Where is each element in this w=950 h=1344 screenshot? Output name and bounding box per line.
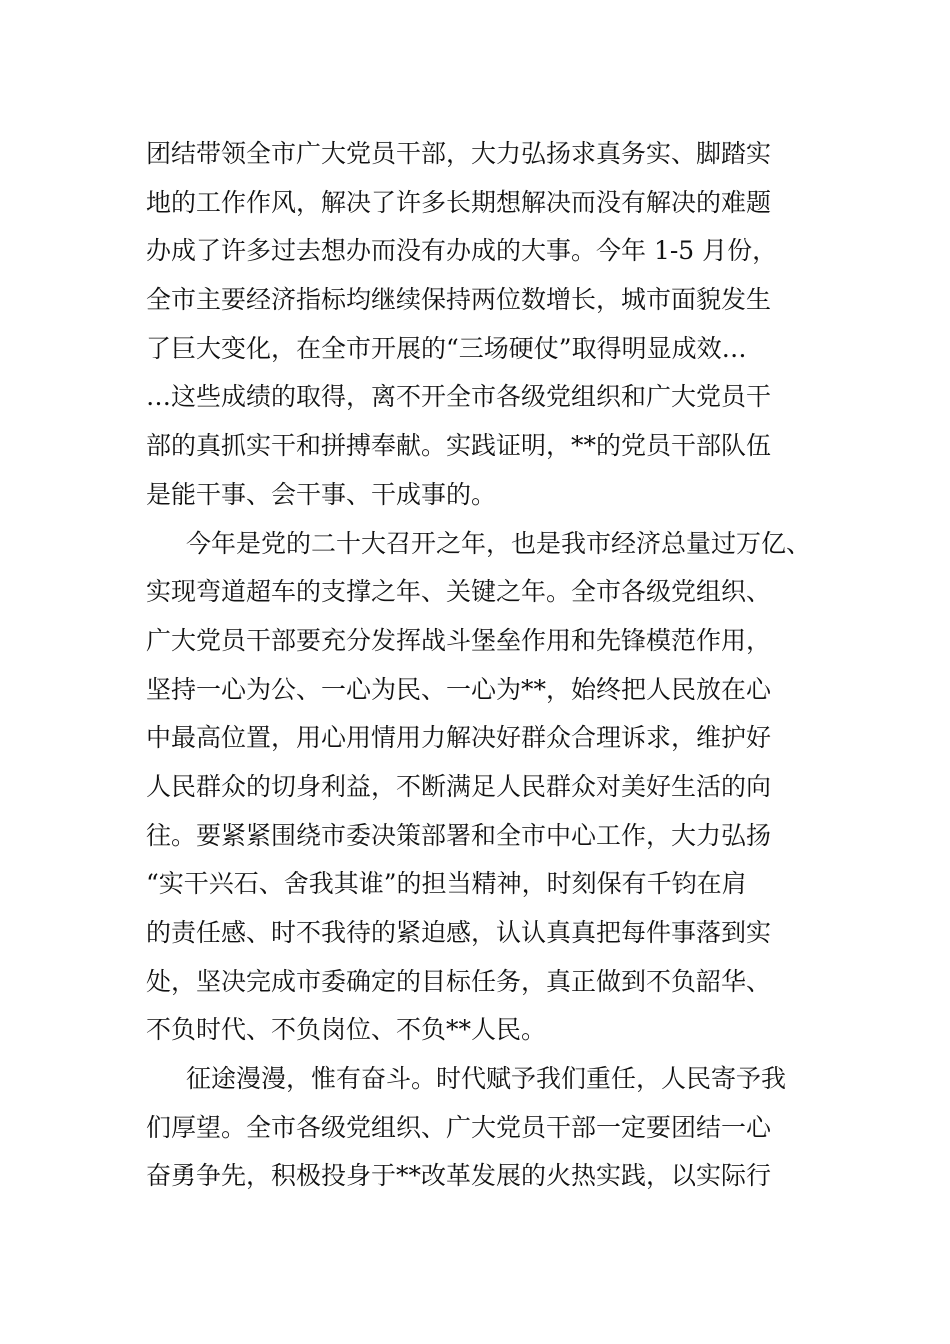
text-line: 中最高位置，用心用情用力解决好群众合理诉求，维护好 xyxy=(146,723,772,753)
text-line: 今年是党的二十大召开之年，也是我市经济总量过万亿、 xyxy=(186,528,812,558)
text-line: 处，坚决完成市委确定的目标任务，真正做到不负韶华、 xyxy=(146,966,772,996)
text-line: 是能干事、会干事、干成事的。 xyxy=(146,479,497,509)
text-line: 往。要紧紧围绕市委决策部署和全市中心工作，大力弘扬 xyxy=(146,820,772,850)
text-line: 征途漫漫，惟有奋斗。时代赋予我们重任，人民寄予我 xyxy=(186,1064,787,1094)
text-line: …这些成绩的取得，离不开全市各级党组织和广大党员干 xyxy=(146,382,772,412)
text-line: 部的真抓实干和拼搏奉献。实践证明，**的党员干部队伍 xyxy=(146,431,772,461)
text-line: 们厚望。全市各级党组织、广大党员干部一定要团结一心 xyxy=(146,1112,772,1142)
text-line: 地的工作作风，解决了许多长期想解决而没有解决的难题 xyxy=(146,187,772,217)
text-line: “实干兴石、舍我其谁”的担当精神，时刻保有千钧在肩 xyxy=(146,869,747,899)
text-line: 奋勇争先，积极投身于**改革发展的火热实践，以实际行 xyxy=(146,1161,772,1191)
text-line: 不负时代、不负岗位、不负**人民。 xyxy=(146,1015,547,1045)
text-line: 广大党员干部要充分发挥战斗堡垒作用和先锋模范作用， xyxy=(146,625,772,655)
text-line: 的责任感、时不我待的紧迫感，认认真真把每件事落到实 xyxy=(146,918,772,947)
text-line: 团结带领全市广大党员干部，大力弘扬求真务实、脚踏实 xyxy=(146,139,772,168)
text-line: 了巨大变化，在全市开展的“三场硬仗”取得明显成效… xyxy=(146,333,747,363)
text-line: 坚持一心为公、一心为民、一心为**，始终把人民放在心 xyxy=(146,674,772,704)
text-line: 全市主要经济指标均继续保持两位数增长，城市面貌发生 xyxy=(146,285,772,315)
text-line: 实现弯道超车的支撑之年、关键之年。全市各级党组织、 xyxy=(146,577,772,607)
text-line: 办成了许多过去想办而没有办成的大事。今年 1-5 月份， xyxy=(146,236,778,266)
text-line: 人民群众的切身利益，不断满足人民群众对美好生活的向 xyxy=(146,771,772,801)
document-body xyxy=(146,130,826,1201)
